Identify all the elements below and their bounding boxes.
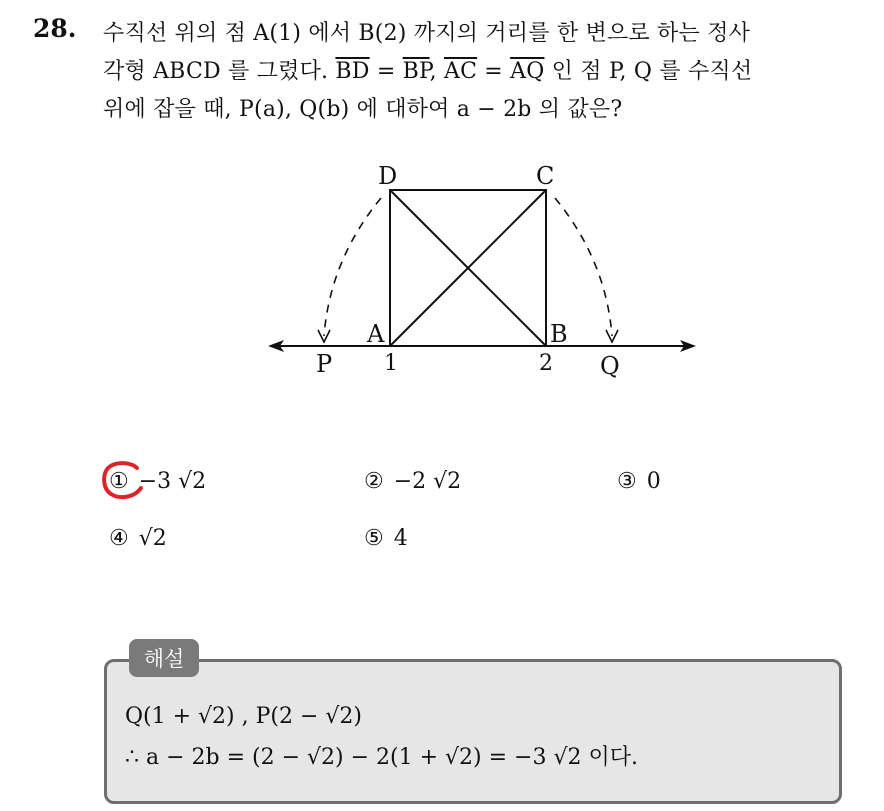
equals-2: =: [477, 59, 511, 84]
question-line-2-start: 각형 ABCD 를 그렸다.: [103, 59, 336, 84]
question-line-2: [103, 54, 752, 85]
figure-svg: [250, 150, 710, 390]
segment-bd: $\overline{BD}$: [335, 59, 370, 84]
choice-3[interactable]: [617, 469, 661, 494]
choice-2-text: −2 √2: [393, 469, 462, 494]
choice-1-number: ①: [109, 469, 129, 494]
comma: ,: [429, 59, 444, 84]
tick-label-2: 2: [539, 351, 553, 376]
label-d: D: [378, 162, 398, 190]
choice-1-text: −3 √2: [138, 469, 207, 494]
number-line-figure: [250, 150, 710, 390]
segment-bp: $\overline{BP}$: [402, 59, 430, 84]
choice-4-number: ④: [109, 526, 129, 551]
choice-5-text: 4: [393, 526, 408, 551]
choice-2-number: ②: [364, 469, 384, 494]
equals-1: =: [369, 59, 403, 84]
choice-4-text: √2: [138, 526, 167, 551]
solution-line-2: ∴ a − 2b = (2 − √2) − 2(1 + √2) = −3 √2 이다.: [125, 745, 638, 770]
choice-3-number: ③: [617, 469, 637, 494]
choice-3-text: 0: [646, 469, 661, 494]
solution-line-1: Q(1 + √2) , P(2 − √2): [125, 704, 363, 729]
choice-2[interactable]: [364, 469, 461, 494]
label-p: P: [316, 350, 333, 378]
question-line-1: 수직선 위의 점 A(1) 에서 B(2) 까지의 거리를 한 변으로 하는 정사: [103, 21, 751, 46]
segment-ac: $\overline{AC}$: [443, 59, 478, 84]
segment-aq: $\overline{AQ}$: [510, 59, 545, 84]
arc-c-to-q: [555, 198, 612, 336]
choice-1[interactable]: [109, 469, 206, 494]
label-b: B: [550, 320, 568, 348]
label-a: A: [367, 320, 385, 348]
question-line-3: 위에 잡을 때, P(a), Q(b) 에 대하여 a − 2b 의 값은?: [103, 97, 623, 122]
question-line-2-end: 인 점 P, Q 를 수직선: [544, 59, 753, 84]
solution-box: [104, 659, 842, 804]
choice-5-number: ⑤: [364, 526, 384, 551]
choice-5[interactable]: [364, 526, 408, 551]
choice-4[interactable]: [109, 526, 167, 551]
question-number: 28.: [33, 14, 77, 43]
tick-label-1: 1: [384, 351, 398, 376]
label-q: Q: [600, 352, 620, 380]
label-c: C: [536, 162, 555, 190]
arc-d-to-p: [324, 198, 381, 336]
solution-tag: 해설: [129, 639, 199, 677]
